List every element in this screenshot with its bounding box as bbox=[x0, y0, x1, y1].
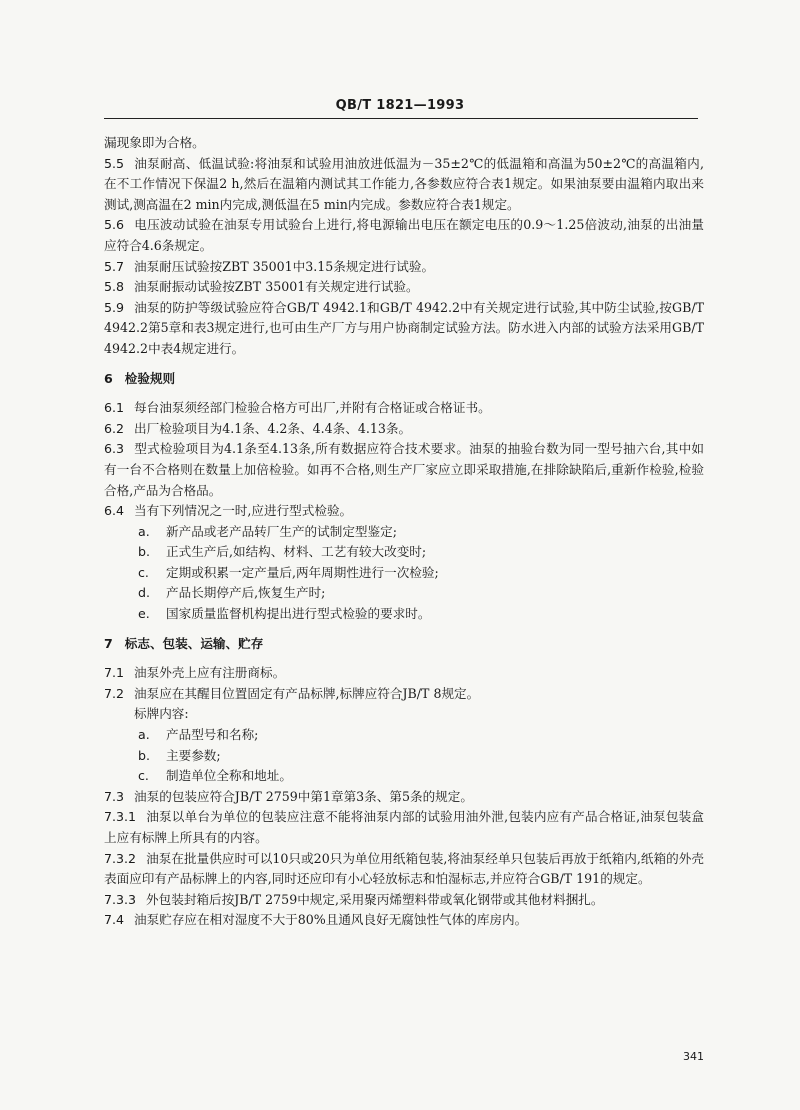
clause-paragraph bbox=[104, 663, 704, 684]
clause-text: 外包装封箱后按JB/T 2759中规定,采用聚丙烯塑料带或氧化钢带或其他材料捆扎。 bbox=[146, 891, 604, 907]
clause-text: 油泵的防护等级试验应符合GB/T 4942.1和GB/T 4942.2中有关规定进行试验,其中防尘试验,按GB/T 4942.2第5章和表3规定进行,也可由生产厂方与用户协商制定试验方法。防水进入内部的试验方法采用GB/T 4942.2中表4规定进行。 bbox=[104, 299, 704, 356]
clause-number: 6.2 bbox=[104, 420, 125, 436]
list-item-text: 主要参数; bbox=[166, 747, 221, 763]
clause-number: 7.1 bbox=[104, 665, 125, 681]
clause-text: 每台油泵须经部门检验合格方可出厂,并附有合格证或合格证书。 bbox=[134, 400, 491, 416]
clause-text: 油泵耐压试验按ZBT 35001中3.15条规定进行试验。 bbox=[134, 258, 435, 274]
clause-number: 5.7 bbox=[104, 258, 125, 274]
clause-text: 油泵贮存应在相对湿度不大于80%且通风良好无腐蚀性气体的库房内。 bbox=[134, 912, 528, 928]
list-item-text: 产品型号和名称; bbox=[166, 727, 259, 743]
list-item bbox=[104, 542, 704, 563]
list-item bbox=[104, 725, 704, 746]
clause-number: 5.6 bbox=[104, 217, 125, 233]
clause-number: 6.1 bbox=[104, 400, 125, 416]
page-header-standard-code: QB/T 1821—1993 bbox=[335, 98, 465, 113]
header-rule bbox=[104, 118, 698, 119]
clause-paragraph bbox=[104, 215, 704, 256]
clause-number: 6.3 bbox=[104, 441, 125, 457]
clause-paragraph bbox=[104, 277, 704, 298]
clause-paragraph bbox=[104, 807, 704, 848]
list-marker: c. bbox=[138, 768, 149, 784]
list-item-text: 国家质量监督机构提出进行型式检验的要求时。 bbox=[166, 606, 431, 622]
clause-number: 6.4 bbox=[104, 503, 125, 519]
clause-paragraph bbox=[104, 298, 704, 360]
clause-text: 标牌内容: bbox=[134, 706, 189, 722]
clause-paragraph bbox=[104, 398, 704, 419]
clause-text: 电压波动试验在油泵专用试验台上进行,将电源输出电压在额定电压的0.9～1.25倍波动,油泵的出油量应符合4.6条规定。 bbox=[104, 217, 704, 253]
list-item-text: 定期或积累一定产量后,两年周期性进行一次检验; bbox=[166, 564, 439, 580]
clause-text: 油泵应在其醒目位置固定有产品标牌,标牌应符合JB/T 8规定。 bbox=[134, 685, 480, 701]
clause-number: 7.3.1 bbox=[104, 809, 137, 825]
clause-paragraph bbox=[104, 133, 704, 154]
document-body bbox=[104, 133, 704, 931]
clause-paragraph bbox=[104, 849, 704, 890]
clause-text: 油泵耐振动试验按ZBT 35001有关规定进行试验。 bbox=[134, 279, 419, 295]
clause-number: 7.3 bbox=[104, 788, 125, 804]
clause-paragraph bbox=[104, 501, 704, 522]
section-heading bbox=[104, 634, 704, 655]
list-marker: b. bbox=[138, 544, 150, 560]
clause-paragraph bbox=[104, 910, 704, 931]
list-item bbox=[104, 522, 704, 543]
list-marker: c. bbox=[138, 564, 149, 580]
section-title: 标志、包装、运输、贮存 bbox=[124, 635, 264, 651]
clause-text: 当有下列情况之一时,应进行型式检验。 bbox=[134, 503, 353, 519]
clause-text: 油泵在批量供应时可以10只或20只为单位用纸箱包装,将油泵经单只包装后再放于纸箱内,纸箱的外壳表面应印有产品标牌上的内容,同时还应印有小心轻放标志和怕湿标志,并应符合GB/T 191的规定。 bbox=[104, 850, 704, 887]
list-marker: a. bbox=[138, 523, 150, 539]
list-marker: e. bbox=[138, 606, 150, 622]
list-item bbox=[104, 604, 704, 625]
clause-paragraph bbox=[104, 419, 704, 440]
clause-text: 漏现象即为合格。 bbox=[104, 135, 205, 150]
indented-text bbox=[104, 704, 704, 725]
clause-paragraph bbox=[104, 787, 704, 808]
clause-text: 油泵的包装应符合JB/T 2759中第1章第3条、第5条的规定。 bbox=[134, 788, 473, 804]
section-number: 7 bbox=[104, 635, 113, 651]
clause-paragraph bbox=[104, 154, 704, 216]
list-item bbox=[104, 583, 704, 604]
clause-number: 7.3.3 bbox=[104, 891, 137, 907]
clause-number: 7.2 bbox=[104, 685, 125, 701]
clause-text: 出厂检验项目为4.1条、4.2条、4.4条、4.13条。 bbox=[134, 420, 412, 436]
list-marker: d. bbox=[138, 585, 150, 601]
clause-number: 7.4 bbox=[104, 912, 125, 928]
clause-paragraph bbox=[104, 257, 704, 278]
list-item-text: 制造单位全称和地址。 bbox=[166, 768, 292, 784]
clause-text: 油泵以单台为单位的包装应注意不能将油泵内部的试验用油外泄,包装内应有产品合格证,油泵包装盒上应有标牌上所具有的内容。 bbox=[104, 809, 704, 845]
section-heading bbox=[104, 369, 704, 390]
clause-number: 7.3.2 bbox=[104, 850, 137, 866]
clause-paragraph bbox=[104, 684, 704, 705]
list-item-text: 正式生产后,如结构、材料、工艺有较大改变时; bbox=[166, 544, 427, 560]
list-marker: b. bbox=[138, 747, 150, 763]
list-item bbox=[104, 766, 704, 787]
clause-text: 油泵外壳上应有注册商标。 bbox=[134, 665, 286, 681]
list-item bbox=[104, 563, 704, 584]
clause-paragraph bbox=[104, 890, 704, 911]
clause-paragraph bbox=[104, 439, 704, 501]
clause-number: 5.9 bbox=[104, 299, 125, 315]
list-item bbox=[104, 746, 704, 767]
list-item-text: 新产品或老产品转厂生产的试制定型鉴定; bbox=[166, 523, 397, 539]
clause-number: 5.8 bbox=[104, 279, 125, 295]
list-marker: a. bbox=[138, 727, 150, 743]
clause-text: 型式检验项目为4.1条至4.13条,所有数据应符合技术要求。油泵的抽验台数为同一型号抽六台,其中如有一台不合格则在数量上加倍检验。如再不合格,则生产厂家应立即采取措施,在排除缺陷后,重新作检验,检验合格,产品为合格品。 bbox=[104, 441, 704, 498]
page-number: 341 bbox=[683, 1050, 704, 1063]
clause-number: 5.5 bbox=[104, 155, 125, 171]
section-number: 6 bbox=[104, 370, 113, 386]
list-item-text: 产品长期停产后,恢复生产时; bbox=[166, 585, 326, 601]
section-title: 检验规则 bbox=[124, 370, 176, 386]
clause-text: 油泵耐高、低温试验:将油泵和试验用油放进低温为－35±2℃的低温箱和高温为50±2℃的高温箱内,在不工作情况下保温2 h,然后在温箱内测试其工作能力,各参数应符合表1规定。如果油泵要由温箱内取出来测试,测高温在2 min内完成,测低温在5 min内完成。参数应符合表1规定。 bbox=[104, 155, 704, 212]
